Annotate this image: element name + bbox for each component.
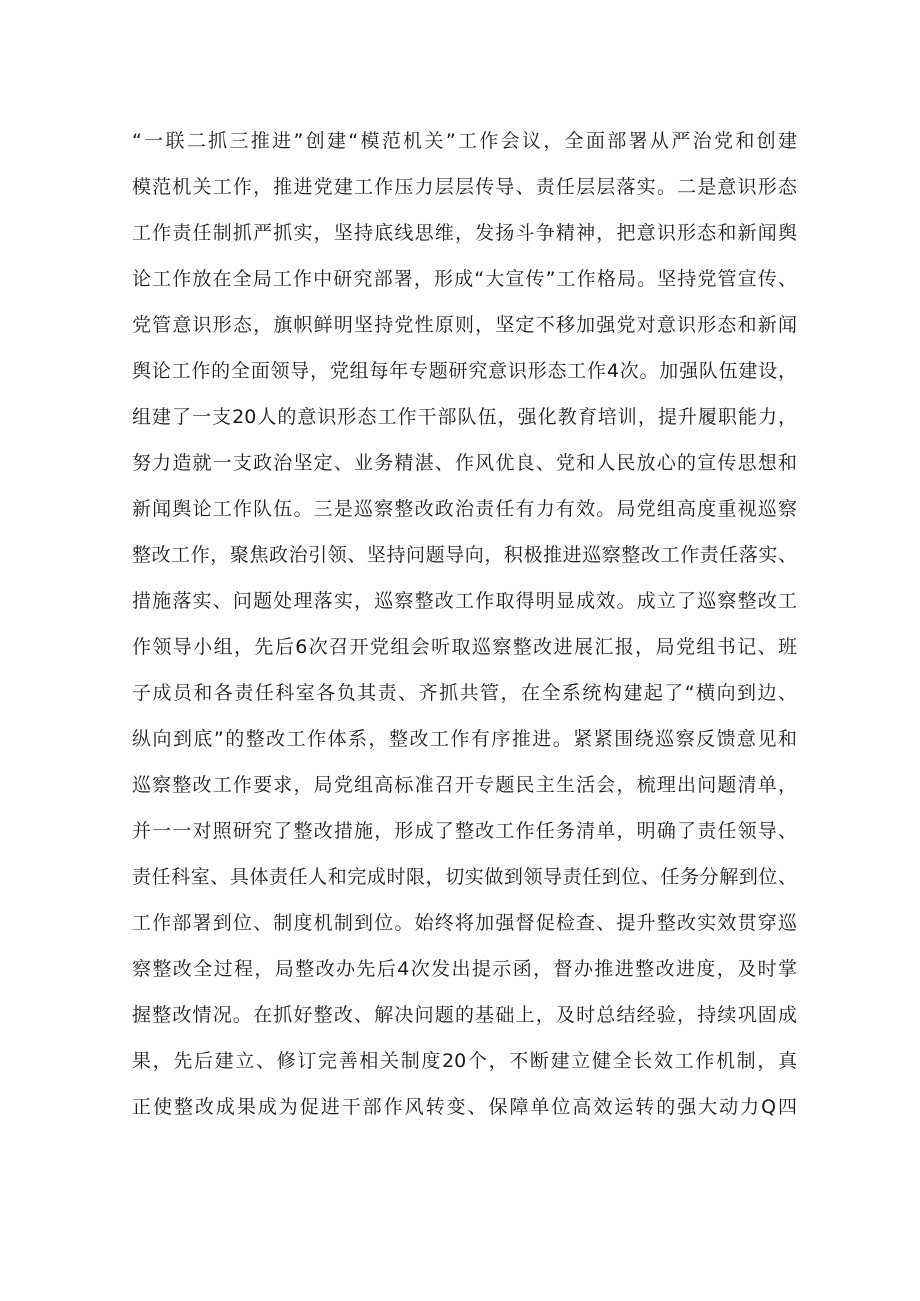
paragraph-line: 工作责任制抓严抓实，坚持底线思维，发扬斗争精神，把意识形态和新闻舆 (132, 222, 797, 244)
paragraph-line: 模范机关工作，推进党建工作压力层层传导、责任层层落实。二是意识形态 (132, 176, 797, 198)
paragraph-line: 责任科室、具体责任人和完成时限，切实做到领导责任到位、任务分解到位、 (132, 866, 797, 888)
paragraph-line: 果，先后建立、修订完善相关制度20个，不断建立健全长效工作机制，真 (132, 1050, 797, 1072)
paragraph-line: 纵向到底”的整改工作体系，整改工作有序推进。紧紧围绕巡察反馈意见和 (132, 728, 797, 750)
paragraph-line: 察整改全过程，局整改办先后4次发出提示函，督办推进整改进度，及时掌 (132, 958, 797, 980)
paragraph-line: 子成员和各责任科室各负其责、齐抓共管，在全系统构建起了“横向到边、 (132, 682, 797, 704)
paragraph-line: 党管意识形态，旗帜鲜明坚持党性原则，坚定不移加强党对意识形态和新闻 (132, 314, 797, 336)
paragraph-line: 作领导小组，先后6次召开党组会听取巡察整改进展汇报，局党组书记、班 (132, 636, 797, 658)
paragraph-line: 组建了一支20人的意识形态工作干部队伍，强化教育培训，提升履职能力， (132, 406, 797, 428)
paragraph-line: 正使整改成果成为促进干部作风转变、保障单位高效运转的强大动力Q四 (132, 1096, 797, 1118)
paragraph-line: 工作部署到位、制度机制到位。始终将加强督促检查、提升整改实效贯穿巡 (132, 912, 797, 934)
paragraph-line: 努力造就一支政治坚定、业务精湛、作风优良、党和人民放心的宣传思想和 (132, 452, 797, 474)
paragraph-line: 并一一对照研究了整改措施，形成了整改工作任务清单，明确了责任领导、 (132, 820, 797, 842)
body-paragraph (132, 124, 797, 1136)
paragraph-line: 整改工作，聚焦政治引领、坚持问题导向，积极推进巡察整改工作责任落实、 (132, 544, 797, 566)
paragraph-line: 握整改情况。在抓好整改、解决问题的基础上，及时总结经验，持续巩固成 (132, 1004, 797, 1026)
paragraph-line: “一联二抓三推进”创建“模范机关”工作会议，全面部署从严治党和创建 (132, 130, 797, 152)
paragraph-line: 论工作放在全局工作中研究部署，形成“大宣传”工作格局。坚持党管宣传、 (132, 268, 797, 290)
paragraph-line: 巡察整改工作要求，局党组高标准召开专题民主生活会，梳理出问题清单， (132, 774, 797, 796)
paragraph-line: 措施落实、问题处理落实，巡察整改工作取得明显成效。成立了巡察整改工 (132, 590, 797, 612)
paragraph-line: 新闻舆论工作队伍。三是巡察整改政治责任有力有效。局党组高度重视巡察 (132, 498, 797, 520)
paragraph-line: 舆论工作的全面领导，党组每年专题研究意识形态工作4次。加强队伍建设， (132, 360, 797, 382)
